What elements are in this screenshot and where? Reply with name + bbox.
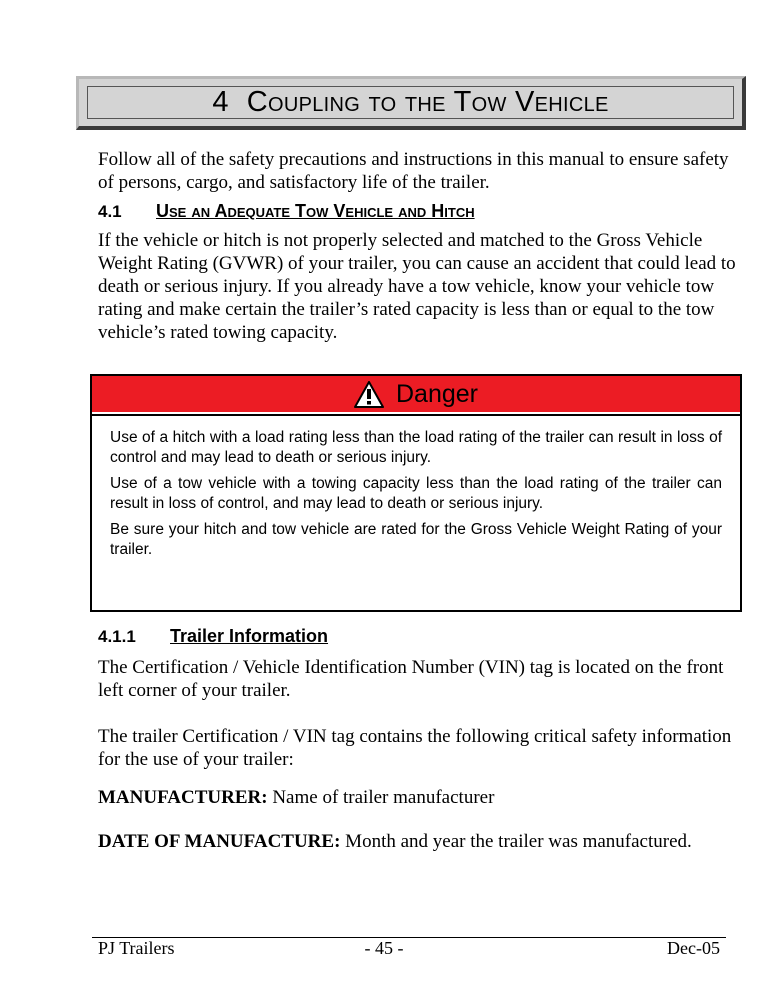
danger-callout [90,374,742,612]
danger-body [110,428,722,566]
section-title: Use an Adequate Tow Vehicle and Hitch [156,201,475,221]
field-label: MANUFACTURER: [98,787,268,808]
chapter-title-box [76,76,746,130]
field-text: Name of trailer manufacturer [267,787,495,808]
warning-triangle-icon [354,381,384,408]
danger-paragraph: Use of a hitch with a load rating less than the load rating of the trailer can result in loss of control and may lead to death or serious injury. [110,429,722,466]
danger-paragraph: Be sure your hitch and tow vehicle are rated for the Gross Vehicle Weight Rating of your trailer. [110,521,722,558]
footer-left: PJ Trailers [98,938,175,958]
chapter-title [212,86,608,119]
danger-label: Danger [396,379,478,408]
section-heading [98,201,475,222]
subsection-number: 4.1.1 [98,627,136,646]
danger-header [92,376,740,414]
chapter-title-inner [87,86,734,119]
chapter-title-text: Coupling to the Tow Vehicle [246,86,609,118]
field-text: Month and year the trailer was manufactured. [340,831,692,852]
subsection-paragraph-1: The Certification / Vehicle Identification Number (VIN) tag is located on the front left corner of your trailer. [98,657,724,701]
field-manufacturer [98,786,738,809]
section-paragraph: If the vehicle or hitch is not properly selected and matched to the Gross Vehicle Weight Rating (GVWR) of your trailer, you can cause an accident that could lead to death or serious injury. If you already have a tow vehicle, know your vehicle tow rating and make certain the trailer’s rated capacity is less than or equal to the tow vehicle’s rated towing capacity. [98,230,736,343]
section-number: 4.1 [98,202,122,221]
subsection-paragraph-2: The trailer Certification / VIN tag contains the following critical safety information for the use of your trailer: [98,726,732,770]
footer-date: Dec-05 [667,938,720,958]
subsection-heading [98,626,328,647]
footer-page-number: - 45 - [364,938,404,958]
danger-paragraph: Use of a tow vehicle with a towing capacity less than the load rating of the trailer can result in loss of control, and may lead to death or serious injury. [110,475,722,512]
subsection-title: Trailer Information [170,626,329,646]
field-date-of-manufacture [98,830,738,853]
field-label: DATE OF MANUFACTURE: [98,831,341,852]
chapter-number: 4 [212,86,229,118]
intro-paragraph: Follow all of the safety precautions and instructions in this manual to ensure safety of persons, cargo, and satisfactory life of the trailer. [98,149,729,193]
